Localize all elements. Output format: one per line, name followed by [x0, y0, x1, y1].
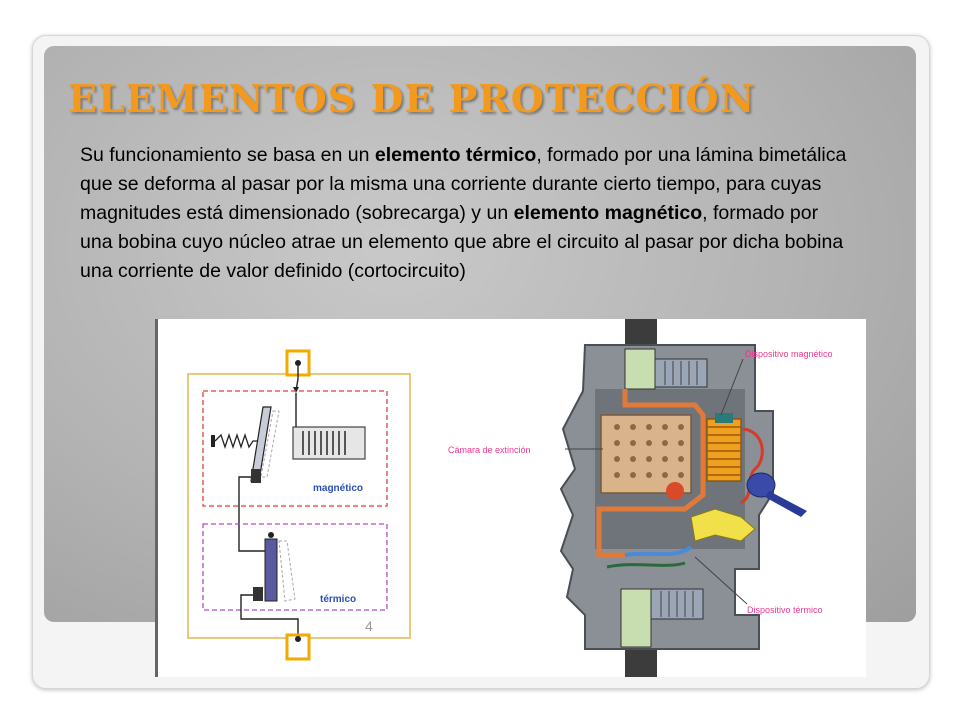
corner-mark: 4: [365, 618, 373, 634]
spring-anchor: [211, 435, 215, 447]
coil-plunger: [715, 413, 733, 423]
label-thermal-device: Dispositivo térmico: [747, 605, 823, 615]
thermal-contact: [253, 587, 263, 601]
top-terminal-block: [625, 349, 655, 389]
trip-pivot: [666, 482, 684, 500]
text-part-3: , formado por una bobina cuyo núcleo atrae un elemento que abre el circuito al pasar por dicha bobina una corriente de valor definido (cortocircuito): [80, 202, 844, 282]
magnetic-coil: [707, 419, 741, 481]
magnetic-contact: [251, 469, 261, 483]
thermal-label: térmico: [320, 594, 357, 605]
bold-thermal-element: elemento térmico: [374, 144, 537, 166]
breaker-figure: [155, 319, 866, 677]
cutaway-bottom-tab: [625, 647, 657, 677]
bimetal-strip: [265, 539, 277, 601]
bimetal-pivot: [268, 532, 274, 538]
top-terminal-dot: [295, 360, 301, 366]
label-magnetic-device: Dispositivo magnético: [745, 349, 833, 359]
slide-title: ELEMENTOS DE PROTECCIÓN: [68, 76, 756, 121]
slide-body-text: [80, 141, 850, 286]
label-extinction-chamber: Cámara de extinción: [448, 445, 531, 455]
bottom-terminal-block: [621, 589, 651, 647]
bottom-terminal-dot: [295, 636, 301, 642]
bold-magnetic-element: elemento magnético: [513, 202, 703, 224]
text-part-2: , formado por una lámina bimetálica que se deforma al pasar por la misma una corriente durante cierto tiempo, para cuyas magnitudes está dimensionado (sobrecarga) y un: [80, 144, 847, 224]
magnetic-label: magnético: [313, 483, 364, 494]
text-part-1: Su funcionamiento se basa en un: [80, 144, 375, 166]
